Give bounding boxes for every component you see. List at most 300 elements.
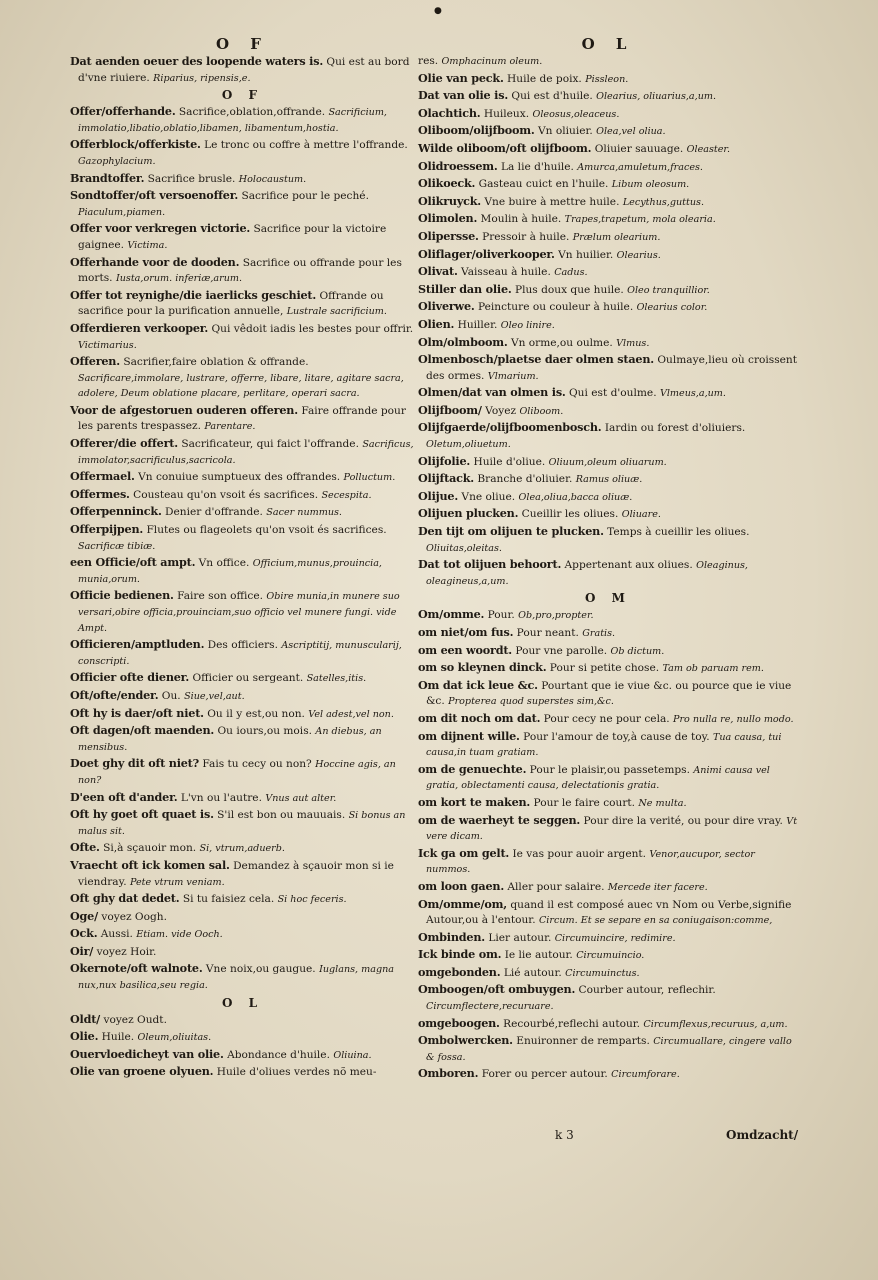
dictionary-entry bbox=[418, 965, 798, 982]
dictionary-entry bbox=[418, 335, 798, 352]
right-entries bbox=[418, 54, 798, 1083]
latin-gloss: Lecythus,guttus. bbox=[622, 196, 705, 208]
french-gloss: Qui est d'huile. bbox=[511, 90, 593, 103]
latin-gloss: Parentare. bbox=[204, 421, 256, 433]
french-gloss: Branche d'oliuier. bbox=[477, 473, 573, 486]
headword: Offerpenninck. bbox=[70, 504, 162, 519]
headword: Olie van peck. bbox=[418, 70, 504, 85]
latin-gloss: Oletum,oliuetum. bbox=[426, 439, 511, 451]
french-gloss: Peincture ou couleur à huile. bbox=[477, 301, 634, 314]
latin-gloss: Satelles,itis. bbox=[306, 673, 367, 685]
dictionary-entry bbox=[70, 221, 415, 253]
french-gloss: Ie vas pour auoir argent. bbox=[512, 847, 647, 860]
headword: om de waerheyt te seggen. bbox=[418, 812, 581, 827]
latin-gloss: Mercede iter facere. bbox=[607, 881, 708, 893]
printer-mark: ● bbox=[434, 6, 442, 16]
french-gloss: Vn oliuier. bbox=[538, 125, 593, 138]
dictionary-entry bbox=[70, 1012, 415, 1029]
headword: Olijue. bbox=[418, 488, 459, 503]
dictionary-entry bbox=[418, 506, 798, 523]
headword: Offermes. bbox=[70, 486, 130, 501]
french-gloss: Lier autour. bbox=[488, 931, 552, 944]
latin-gloss: Amurca,amuletum,fraces. bbox=[577, 161, 703, 173]
french-gloss: Abondance d'huile. bbox=[227, 1048, 330, 1061]
left-column-header: O F bbox=[216, 35, 269, 53]
headword: Olachtich. bbox=[418, 105, 481, 120]
latin-gloss: Oleaster. bbox=[686, 143, 731, 155]
french-gloss: Huiller. bbox=[457, 318, 498, 331]
headword: D'een oft d'ander. bbox=[70, 789, 178, 804]
dictionary-entry bbox=[418, 454, 798, 471]
french-gloss: voyez Oogh. bbox=[101, 910, 167, 923]
headword: Oft hy is daer/oft niet. bbox=[70, 705, 204, 720]
french-gloss: Enuironner de remparts. bbox=[516, 1035, 650, 1048]
left-column bbox=[70, 34, 415, 1082]
headword: Omboren. bbox=[418, 1066, 479, 1081]
headword: Ombinden. bbox=[418, 929, 485, 944]
dictionary-entry bbox=[70, 522, 415, 554]
dictionary-entry bbox=[418, 282, 798, 299]
headword: om dit noch om dat. bbox=[418, 710, 541, 725]
headword: Oliverwe. bbox=[418, 299, 475, 314]
latin-gloss: Propterea quod superstes sim,&c. bbox=[448, 696, 614, 708]
french-gloss: Vn huilier. bbox=[558, 248, 614, 261]
headword: Oge/ bbox=[70, 908, 98, 923]
french-gloss: Des officiers. bbox=[207, 639, 278, 652]
headword: Ock. bbox=[70, 926, 98, 941]
latin-gloss: Olearius. bbox=[616, 249, 661, 261]
french-gloss: Sacrifier,faire oblation & offrande. bbox=[123, 356, 309, 369]
dictionary-entry bbox=[418, 141, 798, 158]
dictionary-entry bbox=[418, 1033, 798, 1065]
french-gloss: Forer ou percer autour. bbox=[481, 1068, 608, 1081]
french-gloss: Huile d'oliue. bbox=[473, 455, 546, 468]
french-gloss: Offrande ou sacrifice pour la purification annuelle, bbox=[78, 289, 384, 318]
latin-gloss: Tua causa, tui causa,in tuam gratiam. bbox=[426, 731, 782, 759]
latin-gloss: Siue,vel,aut. bbox=[184, 690, 245, 702]
headword: Dat van olie is. bbox=[418, 88, 509, 103]
dictionary-entry bbox=[70, 487, 415, 504]
french-gloss: Ie lie autour. bbox=[504, 949, 573, 962]
french-gloss: voyez Oudt. bbox=[103, 1013, 167, 1026]
french-gloss: Faire offrande pour les parents trespassez. bbox=[78, 404, 406, 433]
latin-gloss: Oleaginus, oleagineus,a,um. bbox=[426, 560, 748, 587]
dictionary-entry bbox=[418, 194, 798, 211]
french-gloss: voyez Hoir. bbox=[96, 945, 157, 958]
latin-gloss: Circumuallare, cingere vallo & fossa. bbox=[426, 1036, 792, 1063]
headword: Oft ghy dat dedet. bbox=[70, 891, 180, 906]
dictionary-entry bbox=[70, 926, 415, 943]
french-gloss: L'vn ou l'autre. bbox=[180, 791, 262, 804]
headword: Sondtoffer/oft versoenoffer. bbox=[70, 188, 239, 203]
dictionary-entry bbox=[70, 137, 415, 169]
headword: Om/omme. bbox=[418, 607, 485, 622]
headword: Officier ofte diener. bbox=[70, 670, 190, 685]
headword: Offer voor verkregen victorie. bbox=[70, 221, 251, 236]
headword: Olipersse. bbox=[418, 228, 479, 243]
french-gloss: Sacrificateur, qui faict l'offrande. bbox=[181, 438, 359, 451]
headword: Oliflager/oliverkooper. bbox=[418, 246, 555, 261]
dictionary-entry bbox=[418, 813, 798, 845]
dictionary-entry bbox=[418, 489, 798, 506]
headword: Ick binde om. bbox=[418, 947, 502, 962]
section-letter-header: O L bbox=[221, 995, 264, 1010]
headword: Offermael. bbox=[70, 469, 135, 484]
latin-gloss: Victima. bbox=[127, 239, 168, 251]
french-gloss: Flutes ou flageolets qu'on vsoit és sacrifices. bbox=[146, 524, 387, 537]
dictionary-entry bbox=[418, 846, 798, 878]
latin-gloss: Circumuinctus. bbox=[565, 967, 640, 979]
latin-gloss: Sacrificium, immolatio,libatio,oblatio,libamen, libamentum,hostia. bbox=[78, 107, 387, 134]
latin-gloss: Vnus aut alter. bbox=[265, 792, 337, 804]
latin-gloss: Pete vtrum veniam. bbox=[129, 876, 225, 888]
latin-gloss: Circumflectere,recuruare. bbox=[426, 1001, 554, 1013]
french-gloss: Temps à cueillir les oliues. bbox=[607, 526, 750, 539]
french-gloss: Vaisseau à huile. bbox=[461, 266, 551, 279]
latin-gloss: Gazophylacium. bbox=[78, 155, 156, 167]
headword: Olm/olmboom. bbox=[418, 334, 508, 349]
dictionary-entry bbox=[70, 403, 415, 435]
latin-gloss: Circumflexus,recuruus, a,um. bbox=[643, 1018, 788, 1030]
latin-gloss: Oliboom. bbox=[519, 405, 564, 417]
headword: omgeboogen. bbox=[418, 1015, 500, 1030]
latin-gloss: Polluctum. bbox=[343, 472, 396, 484]
dictionary-entry bbox=[70, 790, 415, 807]
dictionary-entry bbox=[70, 858, 415, 890]
french-gloss: Qui est au bord d'vne riuiere. bbox=[78, 56, 410, 84]
dictionary-entry bbox=[418, 123, 798, 140]
latin-gloss: Vt vere dicam. bbox=[426, 815, 798, 843]
latin-gloss: Sacrificare,immolare, lustrare, offerre, libare, litare, agitare sacra, adolere, Deum oblatione placare, perlitare, operari sacra. bbox=[78, 372, 404, 400]
latin-gloss: Circumuincio. bbox=[576, 950, 645, 962]
dictionary-entry bbox=[418, 524, 798, 556]
french-gloss: Recourbé,reflechi autour. bbox=[503, 1017, 641, 1030]
headword: Offerhande voor de dooden. bbox=[70, 254, 240, 269]
dictionary-entry bbox=[418, 88, 798, 105]
latin-gloss: Piaculum,piamen. bbox=[78, 206, 166, 218]
french-gloss: Vn office. bbox=[198, 557, 250, 570]
headword: Wilde oliboom/oft olijfboom. bbox=[418, 140, 592, 155]
latin-gloss: Oliuare. bbox=[621, 509, 661, 521]
dictionary-entry bbox=[70, 555, 415, 587]
headword: Oft dagen/oft maenden. bbox=[70, 723, 215, 738]
latin-gloss: Oliuum,oleum oliuarum. bbox=[548, 456, 667, 468]
french-gloss: Ou iours,ou mois. bbox=[217, 725, 313, 738]
dictionary-entry bbox=[418, 1016, 798, 1033]
french-gloss: Pour si petite chose. bbox=[549, 662, 660, 675]
headword: Olijfolie. bbox=[418, 453, 471, 468]
dictionary-entry bbox=[418, 247, 798, 264]
headword: Olie. bbox=[70, 1029, 99, 1044]
headword: Olimolen. bbox=[418, 211, 478, 226]
dictionary-entry bbox=[418, 317, 798, 334]
latin-gloss: Trapes,trapetum, mola olearia. bbox=[564, 214, 716, 226]
dictionary-entry bbox=[70, 756, 415, 788]
french-gloss: Faire son office. bbox=[177, 590, 263, 603]
latin-gloss: Sacer nummus. bbox=[266, 507, 342, 519]
latin-gloss: Si bonus an malus sit. bbox=[78, 810, 406, 837]
french-gloss: Cueillir les oliues. bbox=[521, 508, 619, 521]
latin-gloss: Gratis. bbox=[582, 628, 616, 639]
dictionary-entry bbox=[70, 909, 415, 926]
french-gloss: Sacrifice ou offrande pour les morts. bbox=[78, 256, 402, 285]
signature-mark: k 3 bbox=[555, 1128, 574, 1142]
latin-gloss: Oliuina. bbox=[333, 1049, 372, 1061]
dictionary-entry bbox=[418, 403, 798, 420]
french-gloss: Vn orme,ou oulme. bbox=[510, 336, 613, 349]
dictionary-entry bbox=[70, 469, 415, 486]
headword: Oliboom/olijfboom. bbox=[418, 123, 535, 138]
headword: Officieren/amptluden. bbox=[70, 637, 205, 652]
french-gloss: Huileux. bbox=[483, 107, 530, 120]
headword: Oft hy goet oft quaet is. bbox=[70, 807, 214, 822]
dictionary-entry bbox=[70, 961, 415, 993]
dictionary-entry bbox=[70, 1064, 415, 1081]
headword: Oldt/ bbox=[70, 1011, 101, 1026]
headword: Olie van groene olyuen. bbox=[70, 1064, 214, 1079]
latin-gloss: Animi causa vel gratia, oblectamenti causa, delectationis gratia. bbox=[426, 764, 770, 792]
dictionary-entry bbox=[70, 354, 415, 402]
dictionary-entry bbox=[70, 706, 415, 723]
headword: Offerblock/offerkiste. bbox=[70, 137, 201, 152]
french-gloss: Gasteau cuict en l'huile. bbox=[478, 178, 609, 191]
headword: Offer/offerhande. bbox=[70, 104, 176, 119]
french-gloss: Lié autour. bbox=[503, 966, 562, 979]
dictionary-entry bbox=[70, 54, 415, 86]
french-gloss: Plus doux que huile. bbox=[514, 283, 624, 296]
french-gloss: Sacrifice pour le peché. bbox=[241, 190, 369, 203]
headword: Olien. bbox=[418, 316, 455, 331]
latin-gloss: Sacrificæ tibiæ. bbox=[78, 540, 156, 552]
french-gloss: Pour. bbox=[487, 609, 515, 622]
dictionary-entry bbox=[70, 807, 415, 839]
latin-gloss: Vlmus. bbox=[616, 337, 650, 349]
headword: Ick ga om gelt. bbox=[418, 845, 510, 860]
french-gloss: Pour neant. bbox=[516, 627, 579, 639]
dictionary-entry bbox=[70, 891, 415, 908]
french-gloss: Pour le plaisir,ou passetemps. bbox=[529, 763, 690, 776]
latin-gloss: Circumuincire, redimire. bbox=[554, 932, 676, 944]
french-gloss: Huile. bbox=[101, 1031, 135, 1044]
headword: Ombolwercken. bbox=[418, 1033, 513, 1048]
dictionary-entry bbox=[418, 711, 798, 728]
dictionary-entry bbox=[418, 795, 798, 812]
latin-gloss: Riparius, ripensis,e. bbox=[153, 72, 251, 84]
dictionary-entry bbox=[418, 352, 798, 384]
dictionary-entry bbox=[418, 660, 798, 677]
headword: Olijftack. bbox=[418, 471, 474, 486]
headword: om loon gaen. bbox=[418, 878, 505, 893]
latin-gloss: Oleum,oliuitas. bbox=[137, 1032, 212, 1044]
french-gloss: Fais tu cecy ou non? bbox=[202, 758, 312, 771]
headword: Offerer/die offert. bbox=[70, 436, 178, 451]
headword: Offerdieren verkooper. bbox=[70, 320, 209, 335]
french-gloss: Huile d'oliues verdes nõ meu- bbox=[216, 1066, 377, 1079]
dictionary-entry bbox=[70, 321, 415, 353]
dictionary-entry bbox=[70, 670, 415, 687]
french-gloss: Courber autour, reflechir. bbox=[578, 984, 716, 997]
headword: Doet ghy dit oft niet? bbox=[70, 756, 199, 771]
french-gloss: Oliuier sauuage. bbox=[594, 142, 684, 155]
french-gloss: Pour cecy ne pour cela. bbox=[543, 712, 670, 725]
french-gloss: Qui est d'oulme. bbox=[569, 387, 657, 400]
latin-gloss: Secespita. bbox=[321, 489, 372, 501]
latin-gloss: Tam ob paruam rem. bbox=[662, 663, 764, 675]
latin-gloss: Vlmeus,a,um. bbox=[659, 388, 726, 400]
latin-gloss: Olearius, oliuarius,a,um. bbox=[596, 91, 717, 103]
latin-gloss: Pro nulla re, nullo modo. bbox=[673, 713, 794, 725]
french-gloss: Pour le faire court. bbox=[533, 796, 636, 809]
dictionary-entry bbox=[418, 471, 798, 488]
headword: Olijfgaerde/olijfboomenbosch. bbox=[418, 420, 602, 435]
dictionary-entry bbox=[418, 71, 798, 88]
dictionary-entry bbox=[70, 1047, 415, 1064]
latin-gloss: Circumforare. bbox=[611, 1069, 680, 1081]
latin-gloss: Oleo tranquillior. bbox=[627, 284, 710, 296]
french-gloss: quand il est composé auec vn Nom ou Verbe,signifie Autour,ou à l'entour. bbox=[426, 898, 792, 927]
dictionary-entry bbox=[70, 944, 415, 961]
headword: Voor de afgestoruen ouderen offeren. bbox=[70, 402, 298, 417]
french-gloss: S'il est bon ou mauuais. bbox=[217, 809, 346, 822]
dictionary-entry bbox=[418, 762, 798, 794]
french-gloss: Vne buire à mettre huile. bbox=[484, 195, 620, 208]
latin-gloss: Prælum olearium. bbox=[572, 231, 661, 243]
latin-gloss: Si hoc feceris. bbox=[277, 894, 347, 906]
latin-gloss: Ne multa. bbox=[638, 797, 687, 809]
latin-gloss: Holocaustum. bbox=[238, 173, 307, 185]
headword: Olikoeck. bbox=[418, 176, 476, 191]
french-gloss: Officier ou sergeant. bbox=[192, 672, 304, 685]
dictionary-entry bbox=[70, 255, 415, 287]
headword: Den tijt om olijuen te plucken. bbox=[418, 524, 604, 539]
dictionary-entry bbox=[418, 625, 798, 642]
headword: om niet/om fus. bbox=[418, 625, 514, 639]
latin-gloss: Victimarius. bbox=[78, 339, 137, 351]
headword: Oir/ bbox=[70, 943, 94, 958]
headword: Offer tot reynighe/die iaerlicks geschiet. bbox=[70, 287, 317, 302]
headword: om een woordt. bbox=[418, 642, 512, 657]
french-gloss: Le tronc ou coffre à mettre l'offrande. bbox=[204, 139, 408, 152]
french-gloss: Aller pour salaire. bbox=[507, 880, 605, 893]
headword: Olijfboom/ bbox=[418, 402, 482, 417]
dictionary-entry bbox=[418, 678, 798, 710]
latin-gloss: Circum. Et se separe en sa coniugaison:comme, bbox=[538, 915, 773, 927]
headword: Okernote/oft walnote. bbox=[70, 961, 203, 976]
french-gloss: Denier d'offrande. bbox=[165, 506, 263, 519]
latin-gloss: Etiam. vide Ooch. bbox=[136, 929, 223, 941]
headword: om de genuechte. bbox=[418, 761, 527, 776]
dictionary-entry bbox=[70, 188, 415, 220]
dictionary-entry bbox=[70, 436, 415, 468]
dictionary-entry bbox=[418, 159, 798, 176]
latin-gloss: Libum oleosum. bbox=[611, 179, 690, 191]
french-gloss: Ou. bbox=[161, 689, 181, 702]
dictionary-entry bbox=[418, 947, 798, 964]
latin-gloss: Officium,munus,prouincia, munia,orum. bbox=[78, 558, 382, 585]
latin-gloss: Oleo linire. bbox=[500, 319, 555, 331]
latin-gloss: Si, vtrum,aduerb. bbox=[199, 843, 285, 855]
dictionary-entry bbox=[70, 171, 415, 188]
latin-gloss: Iuglans, magna nux,nux basilica,seu regia. bbox=[78, 964, 395, 992]
latin-gloss: Ob,pro,propter. bbox=[518, 610, 594, 622]
latin-gloss: Olearius color. bbox=[636, 302, 708, 314]
headword: Olivat. bbox=[418, 264, 458, 279]
dictionary-entry bbox=[418, 264, 798, 281]
french-gloss: Pour l'amour de toy,à cause de toy. bbox=[523, 730, 710, 743]
headword: Omboogen/oft ombuygen. bbox=[418, 982, 576, 997]
headword: Olijuen plucken. bbox=[418, 506, 519, 521]
headword: Om dat ick leue &c. bbox=[418, 677, 538, 692]
french-gloss: Sacrifice pour la victoire gaignee. bbox=[78, 223, 387, 251]
dictionary-entry bbox=[418, 420, 798, 452]
dictionary-entry bbox=[70, 588, 415, 636]
headword: Dat aenden oeuer des loopende waters is. bbox=[70, 54, 324, 68]
headword: een Officie/oft ampt. bbox=[70, 555, 196, 570]
headword: Brandtoffer. bbox=[70, 170, 145, 185]
french-gloss: Pour vne parolle. bbox=[515, 644, 608, 657]
dictionary-entry bbox=[70, 840, 415, 857]
french-gloss: Aussi. bbox=[100, 928, 133, 941]
latin-gloss: Lustrale sacrificium. bbox=[286, 306, 387, 318]
french-gloss: Ou il y est,ou non. bbox=[207, 707, 305, 720]
french-gloss: Pressoir à huile. bbox=[482, 230, 570, 243]
headword: Olidroessem. bbox=[418, 158, 498, 173]
french-gloss: Appertenant aux oliues. bbox=[564, 559, 693, 572]
headword: om dijnent wille. bbox=[418, 728, 520, 743]
headword: Offeren. bbox=[70, 354, 120, 369]
french-gloss: La lie d'huile. bbox=[500, 160, 574, 173]
headword: Ofte. bbox=[70, 840, 100, 855]
latin-gloss: Iusta,orum. inferiæ,arum. bbox=[115, 273, 243, 285]
french-gloss: res. bbox=[418, 55, 439, 67]
headword: Officie bedienen. bbox=[70, 588, 174, 603]
latin-gloss: Oleosus,oleaceus. bbox=[532, 108, 620, 120]
dictionary-entry bbox=[418, 557, 798, 589]
dictionary-entry bbox=[418, 729, 798, 761]
dictionary-entry bbox=[70, 504, 415, 521]
dictionary-entry bbox=[418, 982, 798, 1014]
headword: Olmen/dat van olmen is. bbox=[418, 385, 566, 400]
latin-gloss: An diebus, an mensibus. bbox=[78, 726, 382, 753]
french-gloss: Si tu faisiez cela. bbox=[182, 893, 275, 906]
headword: omgebonden. bbox=[418, 964, 501, 979]
headword: Olikruyck. bbox=[418, 193, 481, 208]
latin-gloss: Ramus oliuæ. bbox=[575, 474, 643, 486]
latin-gloss: Hoccine agis, an non? bbox=[78, 759, 396, 786]
dictionary-entry bbox=[70, 637, 415, 669]
latin-gloss: Vel adest,vel non. bbox=[308, 708, 394, 720]
french-gloss: Demandez à sçauoir mon si ie viendray. bbox=[78, 859, 394, 888]
french-gloss: Si,à sçauoir mon. bbox=[103, 842, 197, 855]
dictionary-entry bbox=[70, 104, 415, 136]
french-gloss: Oulmaye,lieu où croissent des ormes. bbox=[426, 354, 798, 382]
dictionary-entry bbox=[418, 385, 798, 402]
french-gloss: Moulin à huile. bbox=[480, 213, 562, 226]
latin-gloss: Vlmarium. bbox=[487, 370, 539, 382]
catchword: Omdzacht/ bbox=[726, 1128, 799, 1142]
dictionary-entry bbox=[418, 229, 798, 246]
dictionary-entry bbox=[418, 897, 798, 929]
right-column-header: O L bbox=[581, 35, 635, 53]
french-gloss: Vn conuiue sumptueux des offrandes. bbox=[138, 471, 341, 484]
french-gloss: Huile de poix. bbox=[507, 72, 582, 85]
dictionary-entry bbox=[70, 288, 415, 320]
dictionary-entry bbox=[418, 879, 798, 896]
headword: om so kleynen dinck. bbox=[418, 660, 547, 675]
french-gloss: Vne oliue. bbox=[461, 490, 516, 503]
latin-gloss: Ascriptitij, munuscularij, conscripti. bbox=[78, 640, 402, 667]
headword: om kort te maken. bbox=[418, 794, 531, 809]
